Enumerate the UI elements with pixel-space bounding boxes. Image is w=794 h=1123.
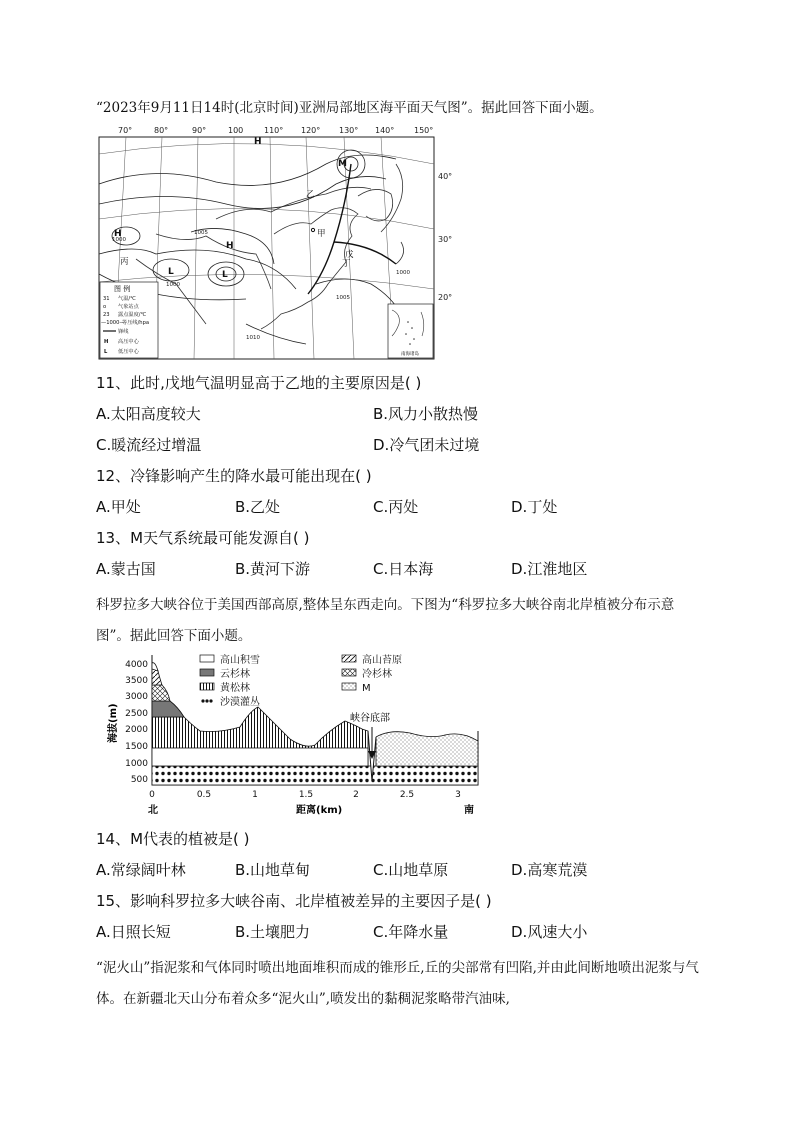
x-tick-label: 2.5	[399, 790, 415, 800]
x-axis-label: 距离(km)	[296, 805, 343, 816]
lon-label: 80°	[154, 126, 169, 135]
y-axis-label: 海拔(m)	[108, 703, 119, 743]
lon-label: 70°	[118, 126, 133, 135]
legend-label: 低压中心	[118, 349, 139, 355]
lat-label: 40°	[438, 172, 453, 181]
lon-label: 100	[228, 126, 244, 135]
lon-label: 110°	[264, 126, 284, 135]
lon-label: 90°	[192, 126, 207, 135]
legend-label: 冷杉林	[362, 669, 392, 680]
isobar-value: 1000	[166, 282, 180, 288]
q12-option-c[interactable]: C.丙处	[373, 498, 419, 516]
desert-scrub-band	[152, 766, 478, 785]
q15-option-a[interactable]: A.日照长短	[96, 923, 171, 941]
question-15-stem: 15、影响科罗拉多大峡谷南、北岸植被差异的主要因子是( )	[96, 892, 492, 910]
legend-title: 图 例	[114, 285, 131, 293]
legend-label: 黄松林	[220, 683, 250, 694]
q14-option-b[interactable]: B.山地草甸	[235, 861, 311, 879]
y-tick-label: 4000	[125, 660, 148, 670]
place-yi: 乙	[306, 190, 315, 200]
lon-label: 130°	[339, 126, 359, 135]
north-label: 北	[148, 805, 158, 816]
isobar-value: 1000	[396, 270, 410, 276]
legend-label: 气温/℃	[118, 296, 136, 302]
x-tick-label: 2	[353, 790, 359, 800]
question-12-stem: 12、冷锋影响产生的降水最可能出现在( )	[96, 467, 372, 485]
fir-zone	[152, 685, 170, 701]
q13-option-b[interactable]: B.黄河下游	[235, 560, 311, 578]
spruce-zone	[152, 701, 184, 717]
place-ding: 丁	[342, 259, 351, 269]
q12-option-a[interactable]: A.甲处	[96, 498, 141, 516]
lon-label: 150°	[414, 126, 434, 135]
legend-label: 高压中心	[118, 339, 139, 345]
q13-option-d[interactable]: D.江淮地区	[511, 560, 588, 578]
high-pressure-center: H	[114, 229, 122, 239]
q11-option-a[interactable]: A.太阳高度较大	[96, 405, 201, 423]
x-tick-label: 0.5	[196, 790, 212, 800]
x-tick-label: 0	[149, 790, 155, 800]
high-pressure-center: H	[226, 241, 234, 251]
inset-caption: 南海诸岛	[401, 352, 419, 357]
legend-label: 等压线/hpa	[122, 320, 150, 326]
q15-option-d[interactable]: D.风速大小	[511, 923, 588, 941]
y-tick-label: 1500	[125, 742, 148, 752]
x-tick-label: 1	[252, 790, 258, 800]
q11-option-d[interactable]: D.冷气团未过境	[373, 436, 480, 454]
legend-symbol: 23	[103, 312, 110, 318]
canyon-bottom-label: 峡谷底部	[350, 713, 390, 724]
legend-label: 高山苔原	[362, 655, 402, 666]
q14-option-a[interactable]: A.常绿阔叶林	[96, 861, 186, 879]
q12-option-b[interactable]: B.乙处	[235, 498, 281, 516]
place-wu: 戊	[345, 250, 354, 260]
q14-option-c[interactable]: C.山地草原	[373, 861, 449, 879]
legend-label: 沙漠灌丛	[220, 697, 260, 708]
canyon-vegetation-chart	[100, 651, 490, 819]
q15-option-c[interactable]: C.年降水量	[373, 923, 449, 941]
m-system-center: M	[338, 159, 347, 169]
legend-label: 锋线	[118, 329, 129, 335]
y-tick-label: 3000	[125, 692, 148, 702]
legend-symbol: —1000—	[101, 320, 125, 326]
question-11-stem: 11、此时,戊地气温明显高于乙地的主要原因是( )	[96, 374, 422, 392]
isobar-value: 1005	[194, 230, 208, 236]
isobar-value: 1000	[112, 237, 126, 243]
y-tick-label: 500	[130, 775, 148, 785]
legend-label: 气象站点	[118, 304, 139, 310]
q14-option-d[interactable]: D.高寒荒漠	[511, 861, 588, 879]
q13-option-a[interactable]: A.蒙古国	[96, 560, 156, 578]
legend-label: 云杉林	[220, 669, 250, 680]
q13-option-c[interactable]: C.日本海	[373, 560, 434, 578]
q11-option-b[interactable]: B.风力小散热慢	[373, 405, 479, 423]
question-13-stem: 13、M天气系统最可能发源自( )	[96, 529, 310, 547]
y-tick-label: 3500	[125, 676, 148, 686]
isobar-value: 1010	[246, 335, 260, 341]
m-vegetation-zone	[376, 732, 478, 766]
place-bing: 丙	[120, 257, 129, 267]
x-tick-label: 3	[455, 790, 461, 800]
weather-map-figure	[96, 124, 460, 362]
x-tick-label: 1.5	[298, 790, 314, 800]
intro-paragraph-3: “泥火山”指泥浆和气体同时喷出地面堆积而成的锥形丘,丘的尖部常有凹陷,并由此间断地喷出泥浆与气体。在新疆北天山分布着众多“泥火山”,喷发出的黏稠泥浆略带汽油味,	[96, 960, 699, 1007]
lon-label: 140°	[375, 126, 395, 135]
q11-option-c[interactable]: C.暖流经过增温	[96, 436, 202, 454]
lon-label: 120°	[301, 126, 321, 135]
legend-label: 高山积雪	[220, 655, 260, 666]
high-pressure-center: H	[254, 137, 262, 147]
inset-map	[388, 304, 433, 358]
map-legend	[100, 282, 158, 358]
legend-symbol: H	[104, 339, 109, 345]
lat-label: 20°	[438, 293, 453, 302]
q15-option-b[interactable]: B.土壤肥力	[235, 923, 311, 941]
y-tick-label: 2000	[125, 725, 148, 735]
isobar-value: 1005	[336, 295, 350, 301]
intro-paragraph-1: “2023年9月11日14时(北京时间)亚洲局部地区海平面天气图”。据此回答下面小题。	[96, 100, 603, 116]
y-tick-label: 1000	[125, 759, 148, 769]
lat-label: 30°	[438, 235, 453, 244]
legend-symbol: L	[104, 349, 108, 355]
legend-label: M	[362, 683, 371, 694]
q12-option-d[interactable]: D.丁处	[511, 498, 558, 516]
legend-symbol: o	[103, 304, 107, 310]
chart-legend	[200, 653, 402, 708]
y-tick-label: 2500	[125, 709, 148, 719]
low-pressure-center: L	[168, 267, 174, 277]
intro-paragraph-2: 科罗拉多大峡谷位于美国西部高原,整体呈东西走向。下图为“科罗拉多大峡谷南北岸植被分布示意图”。据此回答下面小题。	[96, 597, 675, 644]
south-label: 南	[464, 805, 474, 816]
place-jia: 甲	[317, 229, 326, 239]
legend-symbol: 31	[103, 296, 110, 302]
question-14-stem: 14、M代表的植被是( )	[96, 830, 250, 848]
legend-label: 露点温度/℃	[118, 312, 147, 318]
low-pressure-center: L	[222, 270, 228, 280]
